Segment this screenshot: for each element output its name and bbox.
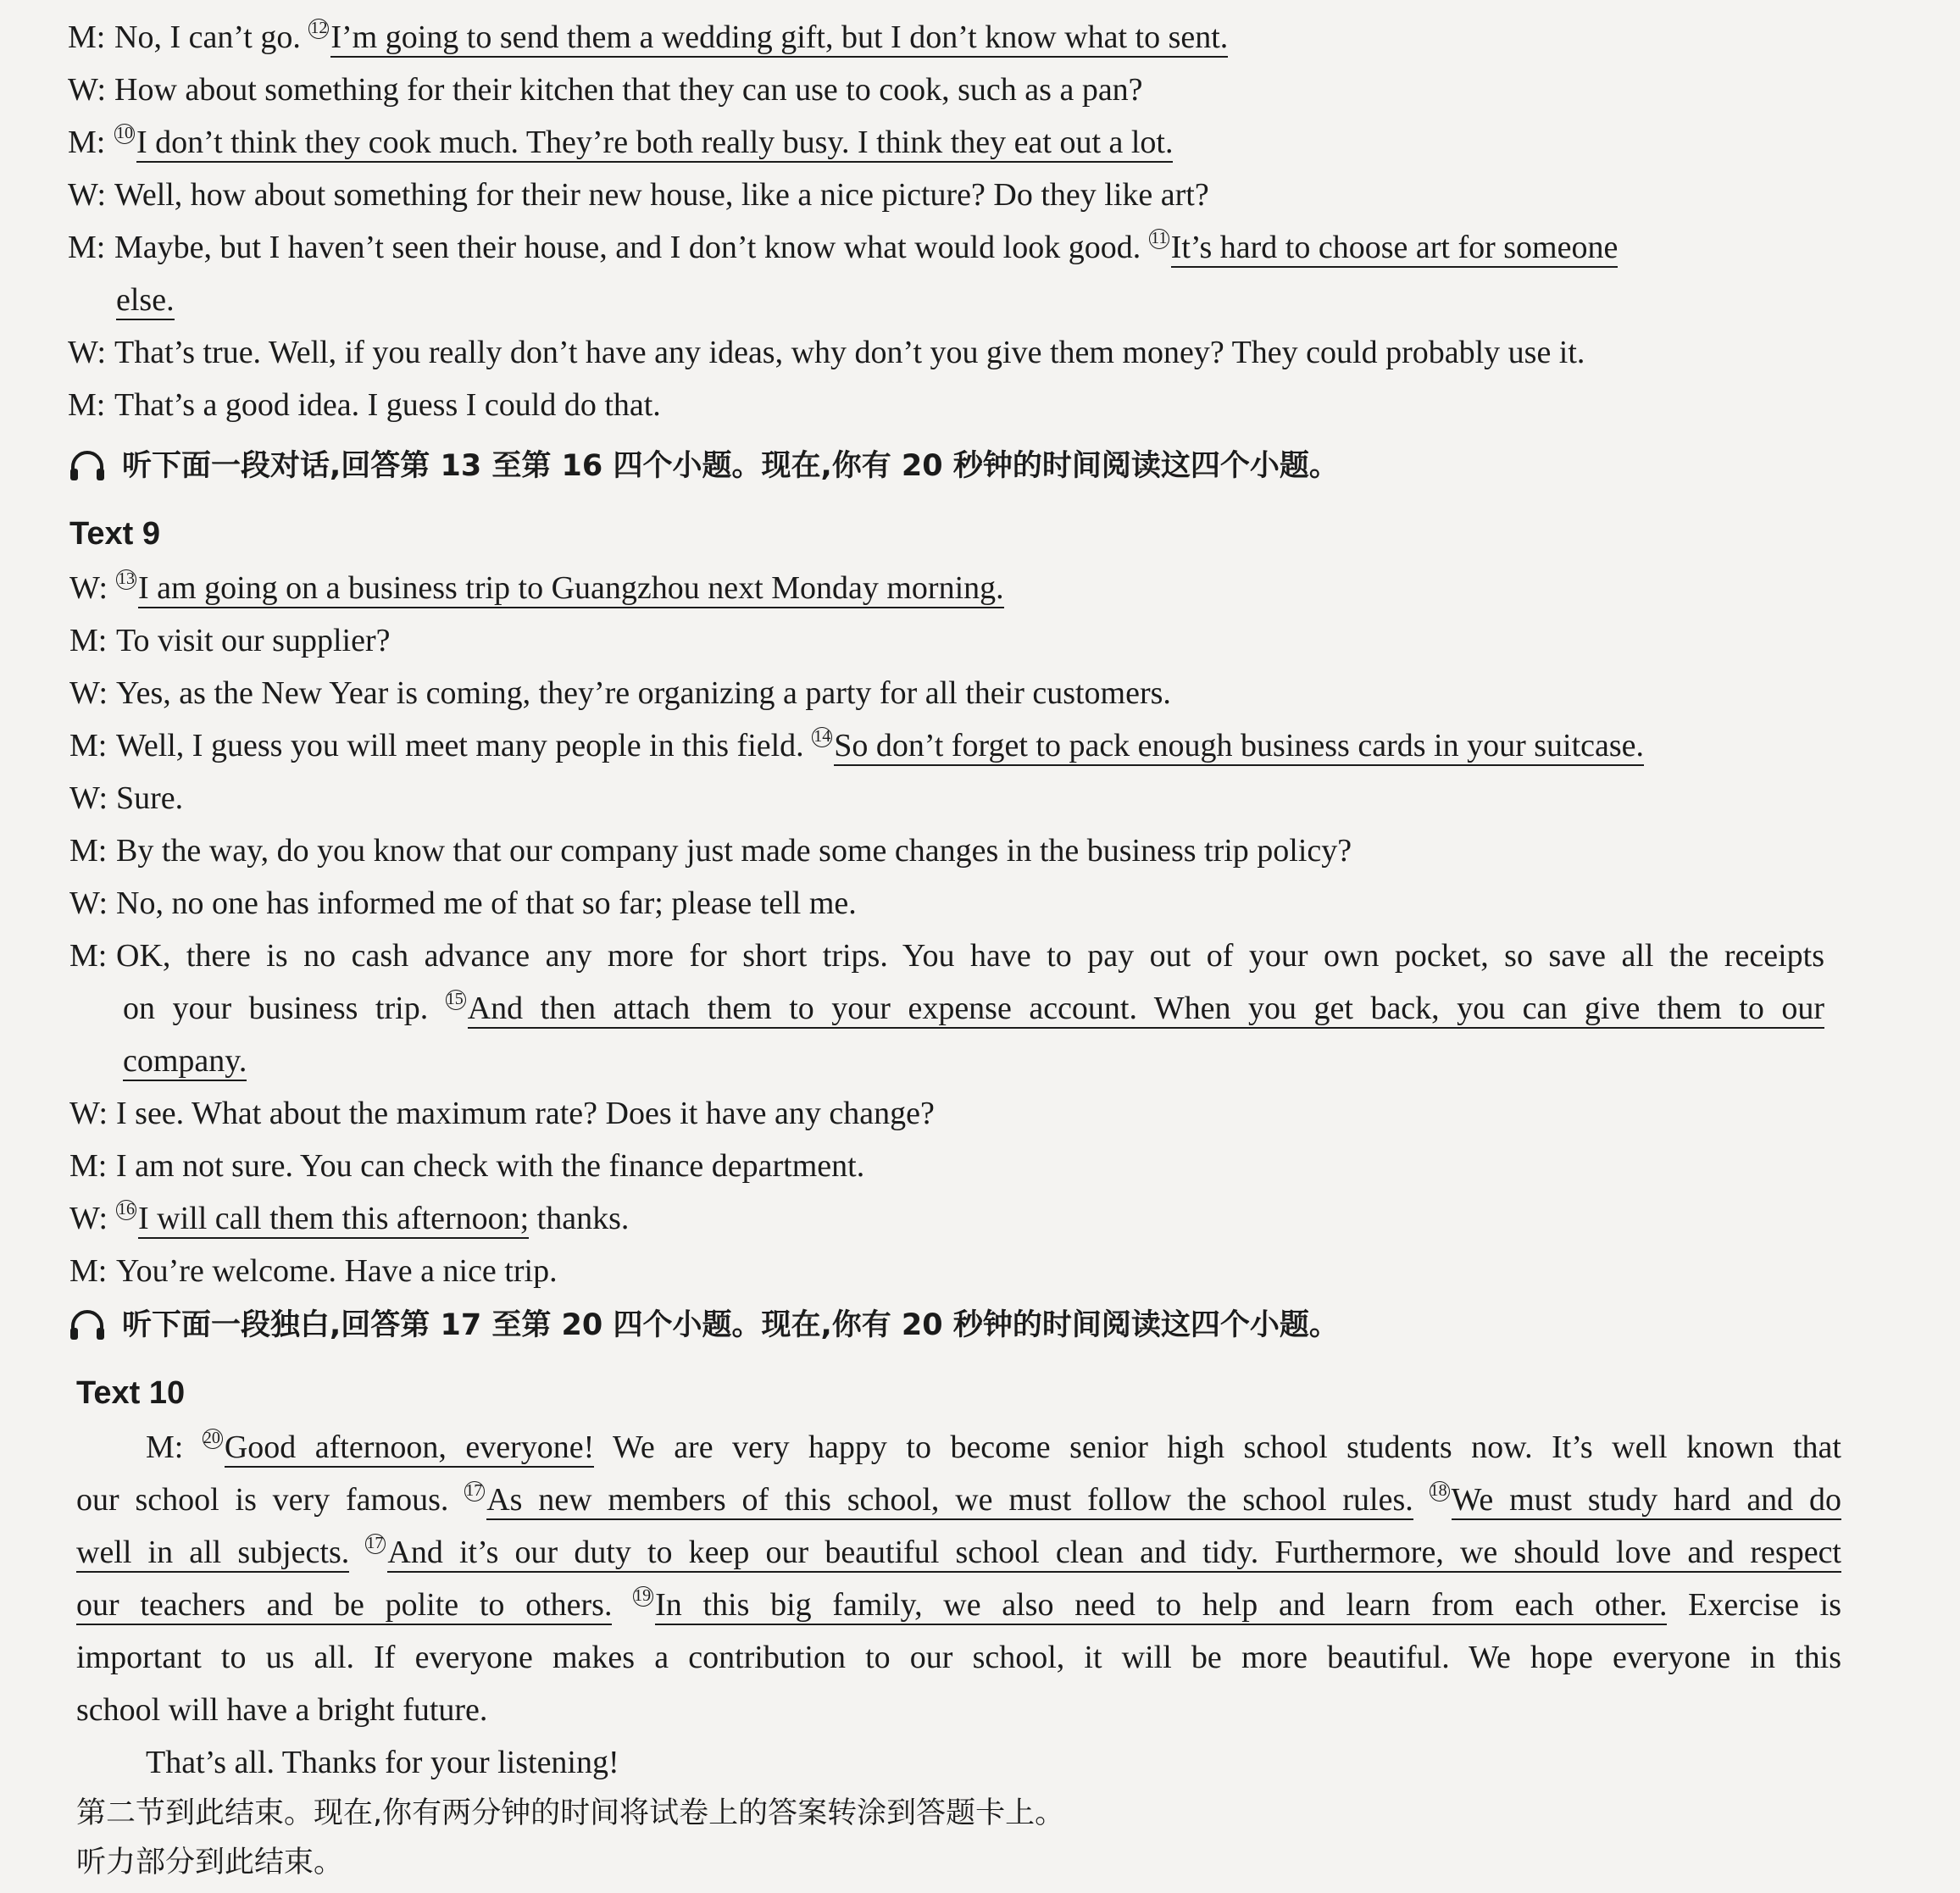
monologue-line (76, 1586, 1841, 1624)
underlined-answer-text: else. (116, 282, 175, 320)
instruction-text: 听下面一段独白,回答第 17 至第 20 四个小题。现在,你有 20 秒钟的时间阅读这四个小题。 (122, 1308, 1339, 1342)
dialogue-line (68, 71, 1824, 108)
dialogue-line (69, 674, 1824, 712)
line-text (612, 1587, 633, 1623)
underlined-answer-text: And it’s our duty to keep our beautiful school clean and tidy. Furthermore, we should love and respect (387, 1535, 1841, 1573)
question-number-marker: 11 (1149, 229, 1169, 249)
speaker-label: M: (68, 125, 106, 160)
speaker-label: W: (69, 1096, 108, 1131)
question-number-marker: 17 (365, 1534, 386, 1554)
line-text: How about something for their kitchen that they can use to cook, such as a pan? (114, 72, 1143, 108)
line-text: our school is very famous. (76, 1482, 465, 1518)
dialogue-line (116, 281, 1824, 319)
monologue-line (76, 1691, 1841, 1729)
underlined-answer-text: I’m going to send them a wedding gift, but I don’t know what to sent. (330, 19, 1228, 58)
speaker-label: M: (68, 387, 106, 423)
dialogue-line (68, 124, 1824, 161)
question-number-marker: 17 (464, 1481, 485, 1502)
monologue-line (146, 1744, 1841, 1781)
dialogue-line (69, 1200, 1824, 1237)
line-text: That’s all. Thanks for your listening! (146, 1745, 619, 1780)
dialogue-line (68, 176, 1824, 214)
underlined-answer-text: As new members of this school, we must follow the school rules. (486, 1482, 1413, 1520)
question-number-marker: 18 (1430, 1481, 1450, 1502)
speaker-label: W: (69, 675, 108, 711)
speaker-label: M: (69, 728, 108, 763)
footer-note: 听力部分到此结束。 (76, 1846, 344, 1879)
line-text (1413, 1482, 1430, 1518)
line-text: Well, I guess you will meet many people in this field. (116, 728, 813, 763)
line-text: We are very happy to become senior high school students now. It’s well known that (594, 1429, 1841, 1465)
dialogue-line (123, 990, 1824, 1027)
speaker-label: M: (68, 19, 106, 55)
question-number-marker: 14 (813, 727, 831, 746)
dialogue-line (68, 19, 1824, 56)
dialogue-line (69, 622, 1824, 659)
line-text: No, I can’t go. (114, 19, 309, 55)
underlined-answer-text: And then attach them to your expense account. When you get back, you can give them to our (468, 991, 1824, 1029)
dialogue-line (69, 937, 1824, 974)
dialogue-line (69, 832, 1824, 869)
dialogue-line (68, 386, 1824, 424)
line-text: You’re welcome. Have a nice trip. (116, 1253, 558, 1289)
line-text: M: (146, 1429, 203, 1465)
underlined-answer-text: I will call them this afternoon; (138, 1201, 529, 1239)
question-number-marker: 16 (118, 1200, 135, 1219)
dialogue-line (69, 569, 1824, 607)
dialogue-line (69, 885, 1824, 922)
underlined-answer-text: It’s hard to choose art for someone (1171, 230, 1619, 268)
speaker-label: M: (69, 1148, 108, 1184)
speaker-label: M: (69, 938, 108, 974)
speaker-label: W: (68, 72, 107, 108)
line-text: Maybe, but I haven’t seen their house, and I don’t know what would look good. (114, 230, 1149, 265)
section-title: Text 9 (69, 516, 161, 552)
line-text: OK, there is no cash advance any more for short trips. You have to pay out of your own pocket, so save all the receipts (116, 938, 1824, 974)
dialogue-line (69, 1147, 1824, 1185)
dialogue-line (69, 727, 1824, 764)
question-number-marker: 13 (118, 569, 135, 588)
underlined-answer-text: I don’t think they cook much. They’re both really busy. I think they eat out a lot. (136, 125, 1173, 163)
speaker-label: W: (68, 177, 107, 213)
speaker-label: W: (69, 1201, 108, 1236)
monologue-line (76, 1481, 1841, 1518)
headphones-icon (68, 448, 107, 482)
line-text: on your business trip. (123, 991, 446, 1026)
line-text: important to us all. If everyone makes a contribution to our school, it will be more beautiful. We hope everyone in this (76, 1640, 1841, 1675)
line-text: thanks. (529, 1201, 630, 1236)
line-text: Exercise is (1667, 1587, 1842, 1623)
section-title: Text 10 (76, 1375, 186, 1411)
underlined-answer-text: our teachers and be polite to others. (76, 1587, 612, 1625)
underlined-answer-text: Good afternoon, everyone! (225, 1429, 594, 1468)
dialogue-line (68, 334, 1824, 371)
underlined-answer-text: I am going on a business trip to Guangzhou next Monday morning. (138, 570, 1004, 608)
speaker-label: W: (69, 780, 108, 816)
listening-instruction (68, 1307, 1339, 1344)
question-number-marker: 12 (310, 19, 328, 37)
underlined-answer-text: well in all subjects. (76, 1535, 349, 1573)
dialogue-line (69, 780, 1824, 817)
underlined-answer-text: company. (123, 1043, 247, 1081)
underlined-answer-text: In this big family, we also need to help and learn from each other. (655, 1587, 1667, 1625)
underlined-answer-text: So don’t forget to pack enough business cards in your suitcase. (834, 728, 1644, 766)
dialogue-line (69, 1252, 1824, 1290)
dialogue-line (68, 229, 1824, 266)
underlined-answer-text: We must study hard and do (1452, 1482, 1841, 1520)
line-text: school will have a bright future. (76, 1692, 488, 1728)
line-text: To visit our supplier? (116, 623, 391, 658)
dialogue-line (69, 1095, 1824, 1132)
monologue-line (76, 1639, 1841, 1676)
speaker-label: W: (68, 335, 107, 370)
line-text: No, no one has informed me of that so far; please tell me. (116, 885, 857, 921)
line-text: Well, how about something for their new house, like a nice picture? Do they like art? (114, 177, 1209, 213)
line-text: That’s a good idea. I guess I could do that. (114, 387, 661, 423)
line-text (349, 1535, 365, 1570)
speaker-label: M: (69, 833, 108, 869)
line-text: Sure. (116, 780, 184, 816)
headphones-icon (68, 1307, 107, 1341)
speaker-label: M: (68, 230, 106, 265)
speaker-label: M: (69, 1253, 108, 1289)
question-number-marker: 15 (446, 990, 466, 1010)
line-text: That’s true. Well, if you really don’t have any ideas, why don’t you give them money? They could probably use it. (114, 335, 1585, 370)
monologue-line (76, 1534, 1841, 1571)
line-text: Yes, as the New Year is coming, they’re organizing a party for all their customers. (116, 675, 1171, 711)
line-text: I see. What about the maximum rate? Does it have any change? (116, 1096, 935, 1131)
line-text: I am not sure. You can check with the finance department. (116, 1148, 865, 1184)
speaker-label: M: (69, 623, 108, 658)
question-number-marker: 19 (633, 1586, 653, 1607)
line-text: By the way, do you know that our company just made some changes in the business trip policy? (116, 833, 1352, 869)
question-number-marker: 10 (116, 124, 133, 142)
dialogue-line (123, 1042, 1824, 1080)
footer-note: 第二节到此结束。现在,你有两分钟的时间将试卷上的答案转涂到答题卡上。 (76, 1796, 1065, 1830)
speaker-label: W: (69, 885, 108, 921)
listening-instruction (68, 447, 1339, 485)
question-number-marker: 20 (203, 1429, 223, 1449)
speaker-label: W: (69, 570, 108, 606)
monologue-line (146, 1429, 1841, 1466)
instruction-text: 听下面一段对话,回答第 13 至第 16 四个小题。现在,你有 20 秒钟的时间阅读这四个小题。 (122, 449, 1339, 483)
